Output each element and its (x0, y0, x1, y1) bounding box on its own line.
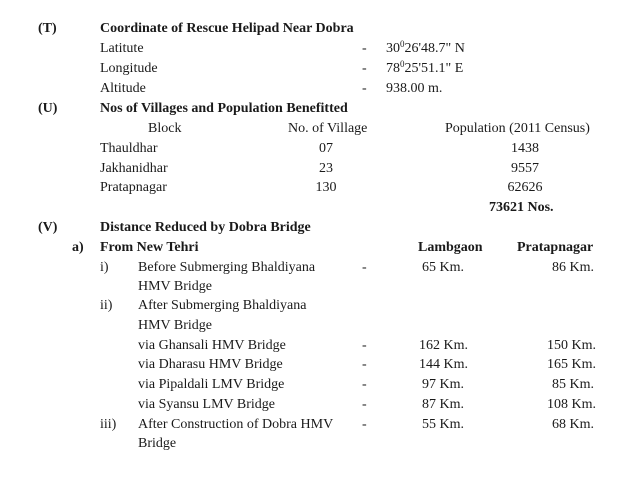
item-text: HMV Bridge (138, 279, 213, 294)
village-count: 07 (319, 141, 333, 156)
column-header-villages: No. of Village (288, 121, 368, 136)
item-number: i) (100, 260, 109, 275)
altitude-value: 938.00 m. (386, 81, 443, 96)
distance-lambgaon: 162 Km. (419, 338, 468, 353)
column-header-population: Population (2011 Census) (445, 121, 590, 136)
item-number: ii) (100, 298, 113, 313)
population-count: 9557 (511, 161, 539, 176)
row-label: Altitude (100, 81, 146, 96)
village-count: 130 (315, 180, 337, 195)
subsection-label: a) (72, 240, 84, 255)
item-text: After Construction of Dobra HMV (138, 417, 334, 432)
row-dash: - (362, 41, 367, 56)
row-dash: - (362, 61, 367, 76)
column-header-lambgaon: Lambgaon (418, 240, 483, 255)
block-name: Pratapnagar (100, 180, 167, 195)
section-heading: Coordinate of Rescue Helipad Near Dobra (100, 21, 354, 36)
row-dash: - (362, 357, 367, 372)
row-dash: - (362, 338, 367, 353)
section-heading: Nos of Villages and Population Benefitted (100, 101, 348, 116)
latitude-value: $30^026'48.7$" N (386, 39, 465, 56)
block-name: Thauldhar (100, 141, 158, 156)
item-number: iii) (100, 417, 117, 432)
section-label: (U) (38, 101, 58, 116)
distance-lambgaon: 144 Km. (419, 357, 468, 372)
distance-pratapnagar: 165 Km. (547, 357, 596, 372)
item-text: Before Submerging Bhaldiyana (138, 260, 316, 275)
item-text: via Pipaldali LMV Bridge (138, 377, 285, 392)
column-header-block: Block (148, 121, 182, 136)
distance-lambgaon: 65 Km. (422, 260, 464, 275)
row-dash: - (362, 377, 367, 392)
distance-pratapnagar: 85 Km. (552, 377, 594, 392)
subsection-heading: From New Tehri (100, 240, 199, 255)
section-heading: Distance Reduced by Dobra Bridge (100, 220, 311, 235)
row-dash: - (362, 417, 367, 432)
distance-pratapnagar: 86 Km. (552, 260, 594, 275)
population-count: 62626 (507, 180, 543, 195)
column-header-pratapnagar: Pratapnagar (517, 240, 594, 255)
row-dash: - (362, 81, 367, 96)
item-text: via Dharasu HMV Bridge (138, 357, 283, 372)
item-text: HMV Bridge (138, 318, 213, 333)
distance-pratapnagar: 68 Km. (552, 417, 594, 432)
section-label: (V) (38, 220, 58, 235)
row-label: Latitute (100, 41, 144, 56)
item-text: After Submerging Bhaldiyana (138, 298, 307, 313)
row-dash: - (362, 397, 367, 412)
population-total: 73621 Nos. (489, 200, 554, 215)
row-label: Longitude (100, 61, 158, 76)
distance-lambgaon: 55 Km. (422, 417, 464, 432)
distance-lambgaon: 97 Km. (422, 377, 464, 392)
block-name: Jakhanidhar (100, 161, 168, 176)
distance-pratapnagar: 108 Km. (547, 397, 596, 412)
item-text: via Syansu LMV Bridge (138, 397, 276, 412)
row-dash: - (362, 260, 367, 275)
population-count: 1438 (511, 141, 539, 156)
item-text: via Ghansali HMV Bridge (138, 338, 286, 353)
section-label: (T) (38, 21, 57, 36)
item-text: Bridge (138, 436, 177, 451)
distance-pratapnagar: 150 Km. (547, 338, 596, 353)
distance-lambgaon: 87 Km. (422, 397, 464, 412)
village-count: 23 (319, 161, 333, 176)
longitude-value: $78^025'51.1$" E (386, 59, 464, 76)
